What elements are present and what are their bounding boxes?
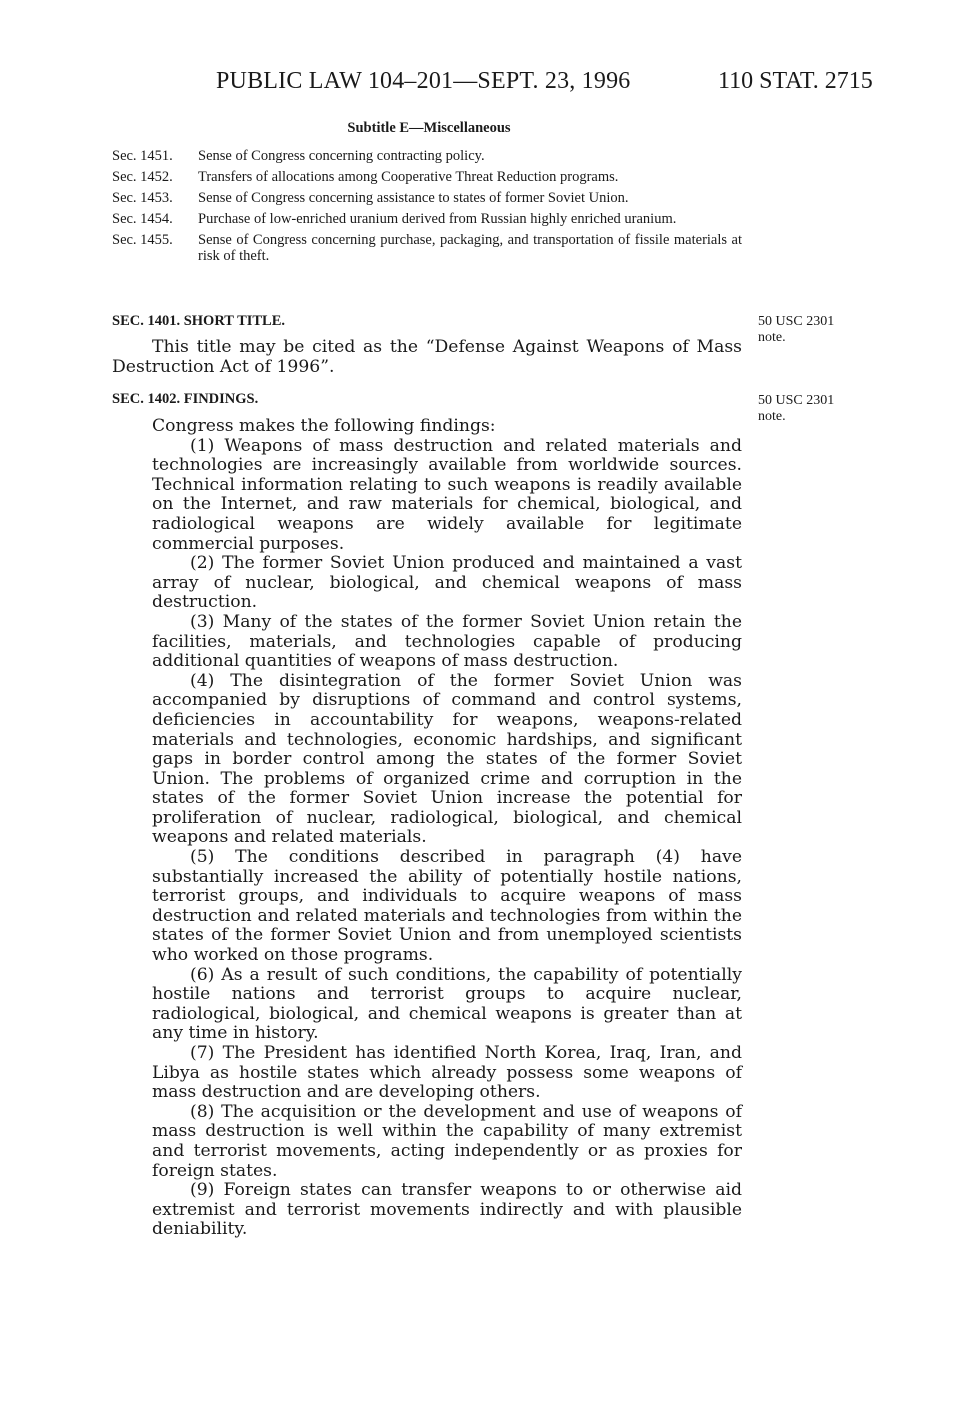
section-1401-margin-note: [758, 314, 868, 346]
toc-section-title: Purchase of low-enriched uranium derived from Russian highly enriched uranium.: [198, 211, 677, 227]
toc-section-number: Sec. 1455.: [112, 232, 173, 248]
toc-section-number: Sec. 1454.: [112, 211, 173, 227]
short-title-text: This title may be cited as the “Defense Against Weapons of Mass Destruction Act of 1996”.: [112, 337, 742, 377]
toc-entry: [112, 232, 742, 264]
finding-paragraph: (3) Many of the states of the former Soviet Union retain the facilities, materials, and technologies capable of producing additional quantities of weapons of mass destruction.: [152, 611, 742, 672]
findings-intro: Congress makes the following findings:: [152, 416, 496, 436]
toc-section-title: Sense of Congress concerning assistance to states of former Soviet Union.: [198, 190, 629, 206]
toc-section-title: Sense of Congress concerning purchase, packaging, and transportation of fissile materials at risk of theft.: [198, 232, 742, 264]
finding-paragraph: (8) The acquisition or the development and use of weapons of mass destruction is well within the capability of many extremist and terrorist movements, acting independently or as proxies for foreign states.: [152, 1101, 742, 1181]
subtitle-heading: Subtitle E—Miscellaneous: [347, 120, 511, 136]
finding-paragraph: (7) The President has identified North Korea, Iraq, Iran, and Libya as hostile states which already possess some weapons of mass destruction and are developing others.: [152, 1043, 742, 1103]
section-1401-body: [112, 338, 742, 377]
finding-paragraph: (9) Foreign states can transfer weapons to or otherwise aid extremist and terrorist movements indirectly and with plausible deniability.: [152, 1180, 742, 1240]
finding-paragraph: (4) The disintegration of the former Soviet Union was accompanied by disruptions of command and control systems, deficiencies in accountability for weapons, weapons-related materials and technologies, economic hardships, and significant gaps in border control among the states of the former Soviet Union. The problems of organized crime and corruption in the states of the former Soviet Union increase the potential for proliferation of nuclear, radiological, biological, and chemical weapons and related materials.: [152, 670, 742, 848]
section-1401-heading: SEC. 1401. SHORT TITLE.: [112, 313, 286, 329]
margin-note-citation: 50 USC 2301: [758, 314, 835, 329]
toc-section-number: Sec. 1452.: [112, 169, 173, 185]
toc-entry: [112, 211, 742, 227]
finding-paragraph: (1) Weapons of mass destruction and related materials and technologies are increasingly available from worldwide sources. Technical information relating to such weapons is readily available on the Internet, and raw materials for chemical, biological, and radiological weapons are widely available for legitimate commercial purposes.: [152, 435, 742, 554]
section-1402-heading: SEC. 1402. FINDINGS.: [112, 391, 259, 407]
running-header-law: PUBLIC LAW 104–201—SEPT. 23, 1996: [216, 68, 631, 94]
finding-paragraph: (5) The conditions described in paragraph (4) have substantially increased the ability of potentially hostile nations, terrorist groups, and individuals to acquire weapons of mass destruction and related materials and technologies from within the states of the former Soviet Union and from unemployed scientists who worked on those programs.: [152, 847, 742, 966]
toc-section-number: Sec. 1453.: [112, 190, 173, 206]
margin-note-citation: 50 USC 2301: [758, 393, 835, 408]
toc-section-title: Transfers of allocations among Cooperative Threat Reduction programs.: [198, 169, 619, 185]
finding-paragraph: (6) As a result of such conditions, the capability of potentially hostile nations and terrorist groups to acquire nuclear, radiological, biological, and chemical weapons is greater than at any time in history.: [152, 964, 742, 1044]
toc-entry: [112, 190, 742, 206]
section-1402-margin-note: [758, 393, 868, 425]
toc-section-title: Sense of Congress concerning contracting policy.: [198, 148, 485, 164]
section-1402-body: [152, 417, 742, 1240]
toc-section-number: Sec. 1451.: [112, 148, 173, 164]
toc-entry: [112, 169, 742, 185]
table-of-contents: [112, 148, 742, 269]
margin-note-label: note.: [758, 409, 786, 424]
running-header-stat: 110 STAT. 2715: [718, 68, 873, 94]
toc-entry: [112, 148, 742, 164]
finding-paragraph: (2) The former Soviet Union produced and maintained a vast array of nuclear, biological, and chemical weapons of mass destruction.: [152, 553, 742, 613]
margin-note-label: note.: [758, 330, 786, 345]
